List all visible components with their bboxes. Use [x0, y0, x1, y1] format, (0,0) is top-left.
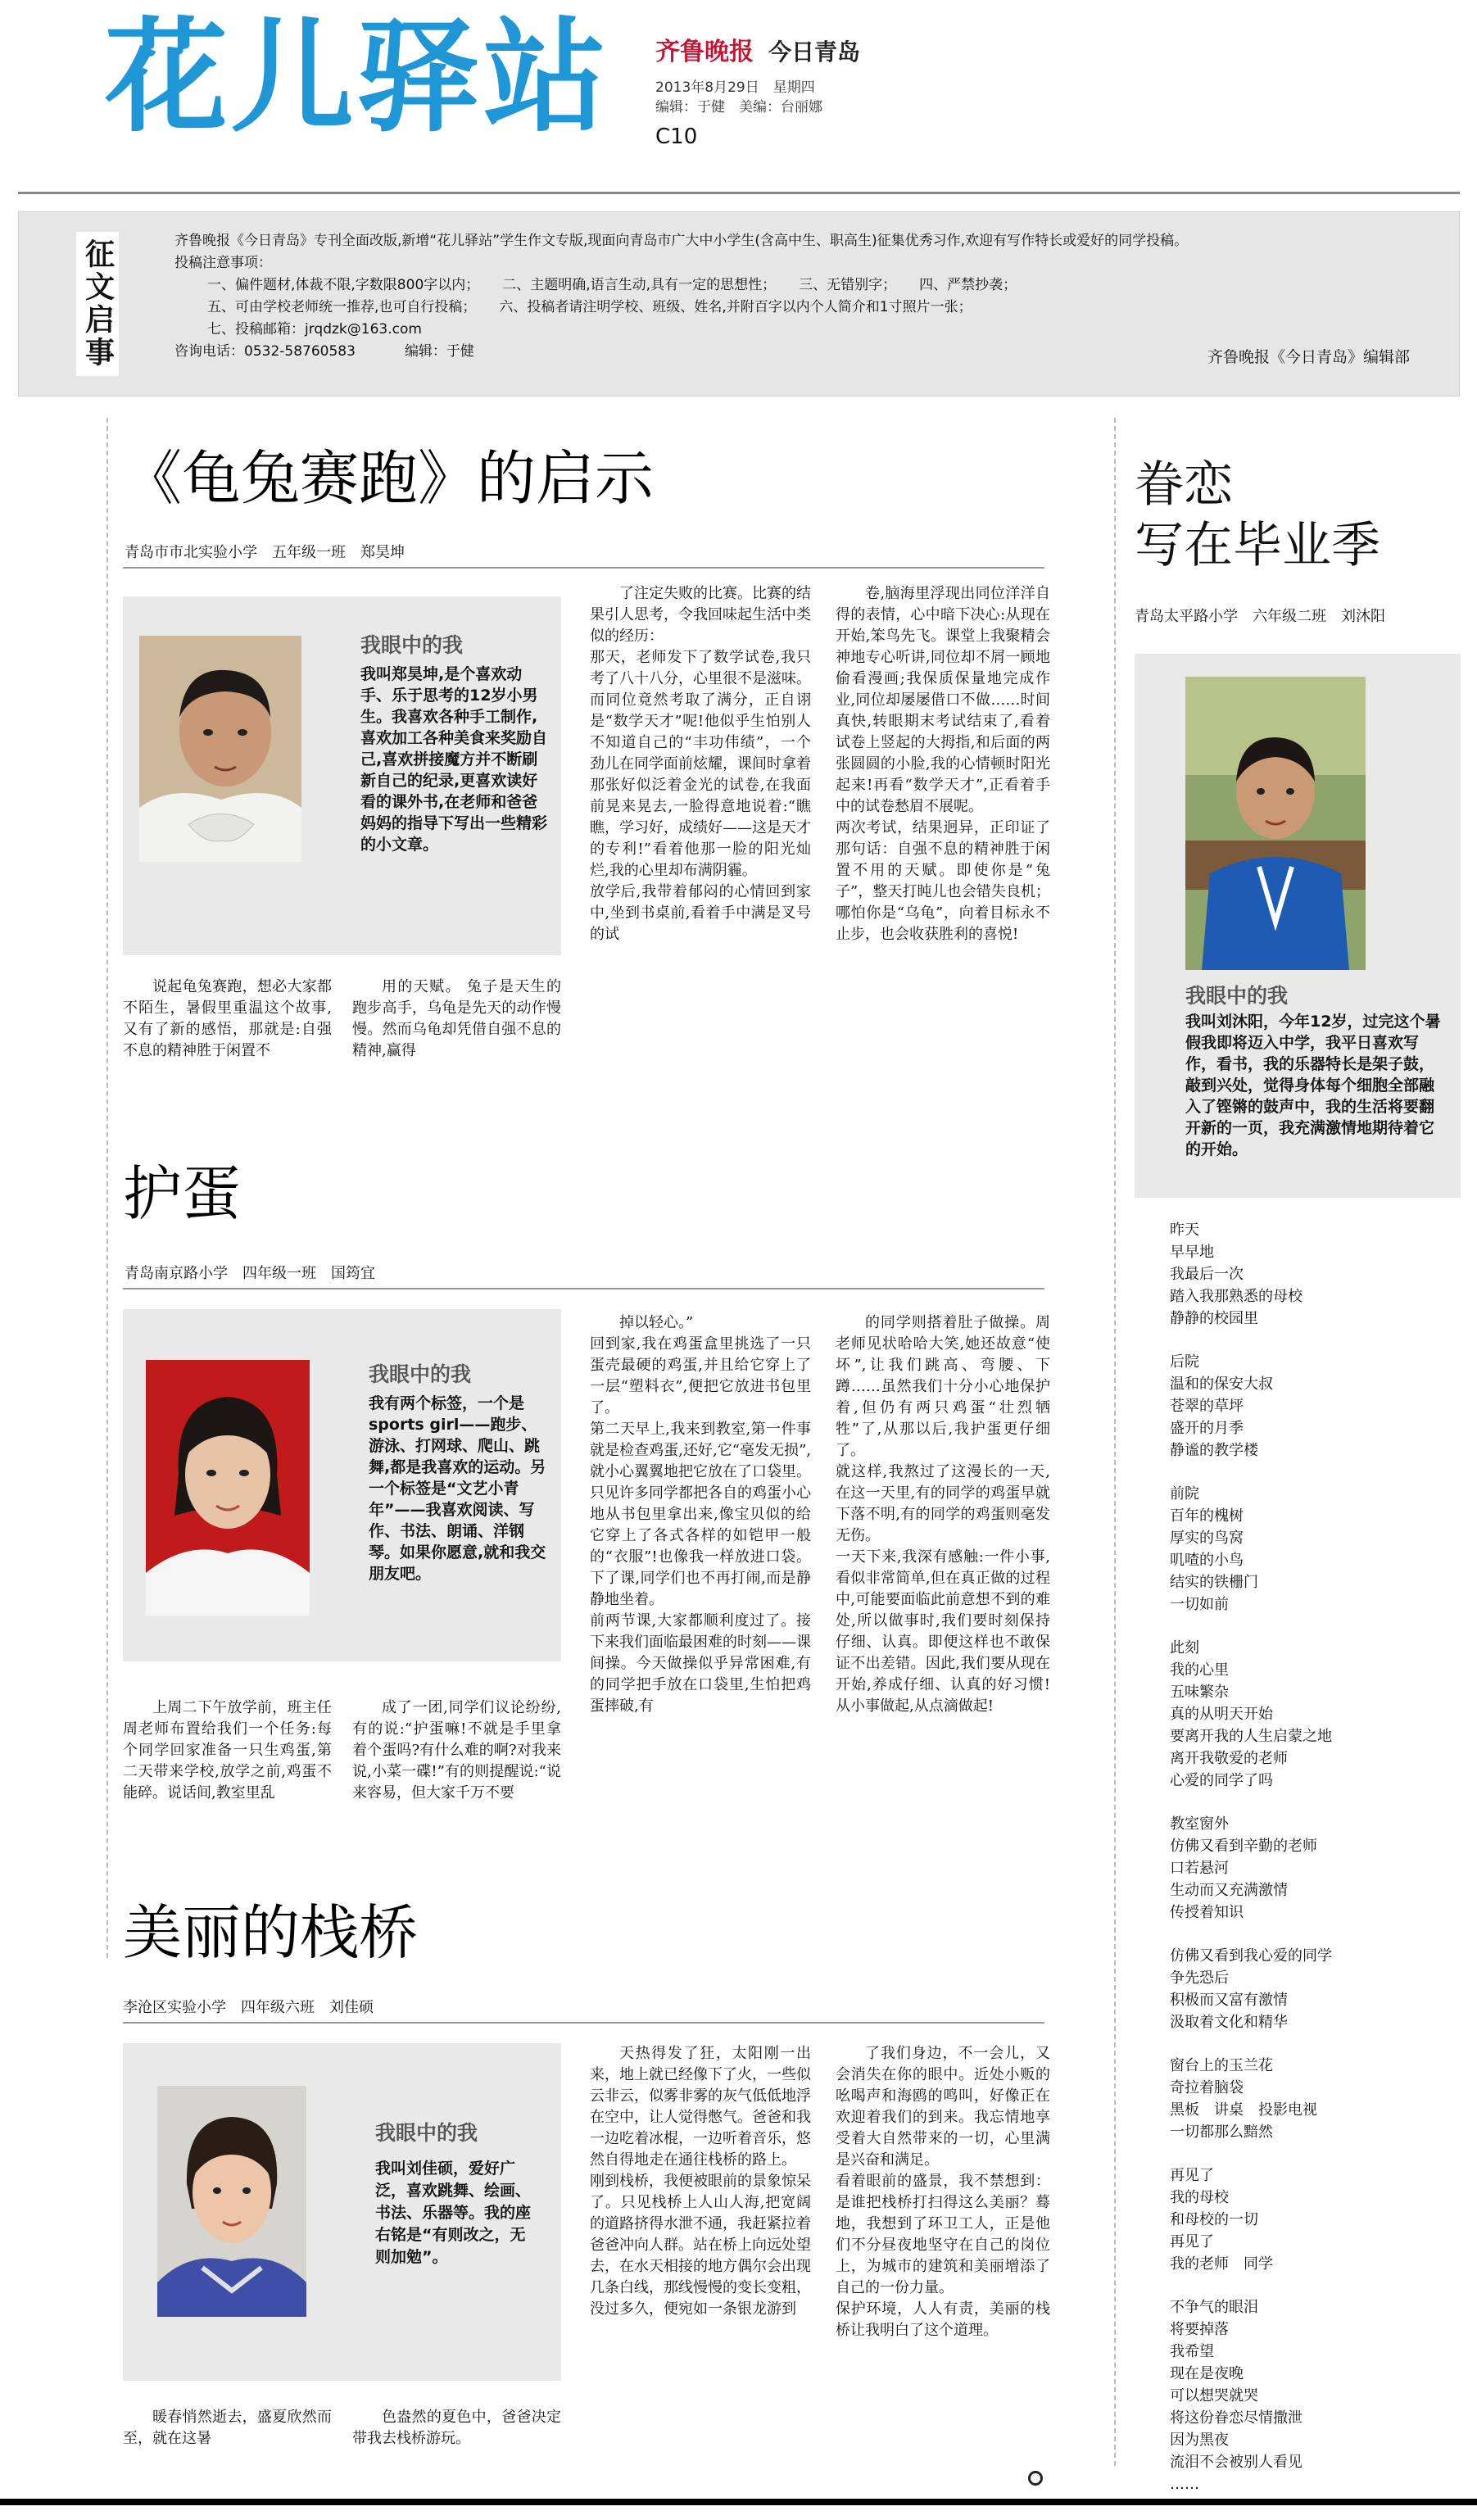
author-intro: 我叫郑昊坤,是个喜欢动手、乐于思考的12岁小男生。我喜欢各种手工制作,喜欢加工各种美食来奖励自己,喜欢拼接魔方并不断刷新自己的纪录,更喜欢读好看的课外书,在老师和爸爸妈妈的指导下写出一些精彩的小文章。 — [360, 665, 548, 854]
newspaper-brand — [655, 31, 860, 67]
brand-subtitle: 今日青岛 — [768, 39, 861, 66]
poem-line: 积极而又富有激情 — [1170, 1992, 1288, 2009]
boy-portrait-icon — [1185, 677, 1366, 970]
poem-stanza — [1170, 1945, 1332, 2033]
poem-title-line: 写在毕业季 — [1135, 517, 1380, 574]
rules-row-3 — [174, 319, 1428, 341]
poem-line: 不争气的眼泪 — [1170, 2299, 1258, 2316]
poem-line: 黑板 讲桌 投影电视 — [1170, 2101, 1317, 2119]
notice-label: 征文启事 — [76, 232, 119, 376]
poem-line: 我的老师 同学 — [1170, 2255, 1273, 2273]
poem-line: …… — [1170, 2476, 1199, 2493]
article-column: 天热得发了狂，太阳刚一出来，地上就已经像下了火，一些似云非云，似雾非雾的灰气低低地浮在空中，让人觉得憋气。爸爸和我一边吃着冰棍，一边听着音乐，悠然自得地走在通往栈桥的路上。 刚到栈桥，我便被眼前的景象惊呆了。只见栈桥上人山人海,把宽阔的道路挤得水泄不通，我赶紧拉着爸爸冲向人群。站在桥上向远处望去，在水天相接的地方偶尔会出现几条白线，那线慢慢的变长变粗，没过多久，便宛如一条银龙游到 — [590, 2045, 811, 2318]
poem-stanza — [1170, 1351, 1332, 1462]
poem-line: 百年的槐树 — [1170, 1507, 1244, 1525]
article-title: 《龟兔赛跑》的启示 — [123, 444, 655, 513]
poem-stanza — [1170, 1813, 1332, 1924]
poem-stanza — [1170, 2296, 1332, 2495]
poem-line: 一切都那么黯然 — [1170, 2123, 1273, 2141]
poem-line: 口若悬河 — [1170, 1860, 1229, 1877]
intro-label: 我眼中的我 — [360, 633, 464, 657]
rules-row-2 — [174, 297, 1428, 319]
poem-line: 争先恐后 — [1170, 1969, 1229, 1987]
poem-line: 静谧的教学楼 — [1170, 1442, 1258, 1459]
article-column: 卷,脑海里浮现出同位洋洋自得的表情，心中暗下决心:从现在开始,笨鸟先飞。课堂上我聚精会神地专心听讲,同位却不屑一顾地偷看漫画;我保质保量地完成作业,同位却屡屡借口不做……时间真快,转眼期末考试结束了,看着试卷上竖起的大拇指,和后面的两张圆圆的小脸,我的心情顿时阳光起来!再看“数学天才”,正看着手中的试卷愁眉不展呢。 两次考试，结果迥异，正印证了那句话：自强不息的精神胜于闲置不用的天赋。即使你是“兔子”，整天打盹儿也会错失良机；哪怕你是“乌龟”，向着目标永不止步，也会收获胜利的喜悦! — [836, 585, 1050, 943]
article-column: 掉以轻心。” 回到家,我在鸡蛋盒里挑选了一只蛋壳最硬的鸡蛋,并且给它穿上了一层“塑料衣”,便把它放进书包里了。 第二天早上,我来到教室,第一件事就是检查鸡蛋,还好,它“毫发无损”,就小心翼翼地把它放在了口袋里。只见许多同学都把各自的鸡蛋小心地从书包里拿出来,像宝贝似的给它穿上了各式各样的如铠甲一般的“衣服”!也像我一样放进口袋。下了课,同学们也不再打闹,而是静静地坐着。 前两节课,大家都顺利度过了。接下来我们面临最困难的时刻——课间操。今天做操似乎异常困难,有的同学把手放在口袋里,生怕把鸡蛋摔破,有 — [590, 1314, 811, 1715]
author-photo — [139, 636, 301, 862]
article-title: 美丽的栈桥 — [123, 1898, 419, 1967]
poem-line: 再见了 — [1170, 2167, 1214, 2184]
title-rule — [123, 2022, 1044, 2024]
poem-title-line: 眷恋 — [1135, 456, 1233, 514]
poem-line: 奇拉着脑袋 — [1170, 2079, 1244, 2096]
poem-line: 窗台上的玉兰花 — [1170, 2057, 1273, 2074]
rule: 四、严禁抄袭； — [919, 277, 1017, 293]
poem-stanza — [1170, 1637, 1332, 1792]
poem-line: 要离开我的人生启蒙之地 — [1170, 1728, 1332, 1745]
editor-line: 编辑：于健 美编：台丽娜 — [655, 99, 822, 116]
poem-line: 五味繁杂 — [1170, 1684, 1229, 1701]
poem-body — [1170, 1219, 1332, 2517]
article-column: 色盎然的夏色中，爸爸决定带我去栈桥游玩。 — [352, 2409, 561, 2447]
article-title: 护蛋 — [123, 1159, 242, 1228]
poem-line: 生动而又充满激情 — [1170, 1882, 1288, 1899]
poem-line: 将这份眷恋尽情撒泄 — [1170, 2409, 1303, 2427]
intro-label: 我眼中的我 — [369, 1362, 472, 1386]
author-intro-box — [123, 1309, 561, 1661]
page-number: C10 — [655, 125, 698, 149]
top-rule — [18, 192, 1460, 194]
notice-intro: 齐鲁晚报《今日青岛》专刊全面改版,新增“花儿驿站”学生作文专版,现面向青岛市广大中小学生(含高中生、职高生)征集优秀习作,欢迎有写作特长或爱好的同学投稿。 — [174, 233, 1189, 249]
article-column: 成了一团,同学们议论纷纷,有的说:“护蛋嘛!不就是手里拿着个蛋吗?有什么难的啊?对我来说,小菜一碟!”有的则提醒说:“说来容易，但大家千万不要 — [352, 1699, 561, 1802]
title-rule — [123, 567, 1044, 569]
left-dashed-margin — [106, 418, 108, 1958]
author-intro: 我叫刘佳硕，爱好广泛，喜欢跳舞、绘画、书法、乐器等。我的座右铭是“有则改之，无则加勉”。 — [375, 2160, 532, 2266]
poem-line: 前院 — [1170, 1485, 1199, 1502]
poem-line: 传授着知识 — [1170, 1904, 1244, 1921]
rule: 三、无错别字； — [799, 277, 897, 293]
author-intro: 我有两个标签，一个是sports girl——跑步、游泳、打网球、爬山、跳舞,都是我喜欢的运动。另一个标签是“文艺小青年”——我喜欢阅读、写作、书法、朗诵、洋钢琴。如果你愿意,就和我交朋友吧。 — [369, 1394, 546, 1583]
poem-stanza — [1170, 1219, 1332, 1330]
article-column: 的同学则搭着肚子做操。周老师见状哈哈大笑,她还故意“使坏”,让我们跳高、弯腰、下蹲……虽然我们十分小心地保护着,但仍有两只鸡蛋“壮烈牺牲”了,从那以后,我护蛋更仔细了。 就这样,我熬过了这漫长的一天,在这一天里,有的同学的鸡蛋早就下落不明,有的同学的鸡蛋则毫发无伤。 一天下来,我深有感触:一件小事,看似非常简单,但在真正做的过程中,可能要面临此前意想不到的难处,所以做事时,我们要时刻保持仔细、认真。即便这样也不敢保证不出差错。因此,我们要从现在开始,养成仔细、认真的好习惯!从小事做起,从点滴做起! — [836, 1314, 1050, 1715]
notice-signature: 齐鲁晚报《今日青岛》编辑部 — [1207, 348, 1410, 366]
poem-line: 将要掉落 — [1170, 2321, 1229, 2338]
poem-line: 盛开的月季 — [1170, 1420, 1244, 1437]
phone: 咨询电话：0532-58760583 — [174, 343, 356, 360]
notice-editor: 编辑：于健 — [404, 343, 474, 360]
poem-line: 仿佛又看到我心爱的同学 — [1170, 1947, 1332, 1965]
poem-line: 我的母校 — [1170, 2189, 1229, 2206]
poem-line: 流泪不会被别人看见 — [1170, 2454, 1303, 2471]
poem-line: 心爱的同学了吗 — [1170, 1772, 1273, 1789]
poem-line: 再见了 — [1170, 2233, 1214, 2250]
article-column: 说起龟兔赛跑，想必大家都不陌生，暑假里重温这个故事,又有了新的感悟，那就是:自强不息的精神胜于闲置不 — [123, 978, 332, 1059]
rule: 二、主题明确,语言生动,具有一定的思想性； — [502, 277, 777, 293]
poem-line: 汲取着文化和精华 — [1170, 2014, 1288, 2031]
poem-line: 厚实的鸟窝 — [1170, 1530, 1244, 1547]
poem-line: 早早地 — [1170, 1244, 1214, 1261]
poem-line: 此刻 — [1170, 1639, 1199, 1657]
poem-stanza — [1170, 2055, 1332, 2143]
poem-line: 现在是夜晚 — [1170, 2365, 1244, 2382]
poem-line: 静静的校园里 — [1170, 1310, 1258, 1327]
article-column: 用的天赋。 兔子是天生的跑步高手，乌龟是先天的动作慢慢。然而乌龟却凭借自强不息的精神,赢得 — [352, 978, 561, 1059]
poem-line: 可以想哭就哭 — [1170, 2387, 1258, 2404]
poem-line: 后院 — [1170, 1353, 1199, 1371]
poem-line: 结实的铁栅门 — [1170, 1574, 1258, 1591]
article-byline: 青岛市市北实验小学 五年级一班 郑昊坤 — [125, 544, 405, 561]
poem-line: 叽喳的小鸟 — [1170, 1552, 1244, 1569]
poem-line: 因为黑夜 — [1170, 2432, 1229, 2449]
author-photo — [1185, 677, 1366, 970]
poem-line: 真的从明天开始 — [1170, 1706, 1273, 1723]
notice-body — [174, 230, 1428, 363]
rule: 一、偏件题材,体裁不限,字数限800字以内； — [207, 277, 480, 293]
article-column: 上周二下午放学前，班主任周老师布置给我们一个任务:每个同学回家准备一只生鸡蛋,第二天带来学校,放学之前,鸡蛋不能碎。说话间,教室里乱 — [123, 1699, 332, 1802]
bottom-rule — [0, 2499, 1477, 2505]
boy-portrait-icon — [139, 636, 301, 862]
article-byline: 李沧区实验小学 四年级六班 刘佳硕 — [123, 1999, 374, 2016]
author-intro: 我叫刘沐阳，今年12岁，过完这个暑假我即将迈入中学，我平日喜欢写作，看书，我的乐器特长是架子鼓，敲到兴处，觉得身体每个细胞全部融入了铿锵的鼓声中，我的生活将要翻开新的一页，我充满激情地期待着它的开始。 — [1185, 1013, 1441, 1158]
poem-stanza — [1170, 1483, 1332, 1616]
call-for-submissions — [18, 211, 1460, 397]
author-intro-box — [1135, 654, 1461, 1198]
masthead-title: 花儿驿站 — [105, 7, 610, 149]
girl-portrait-icon — [157, 2086, 306, 2317]
article-column: 暖春悄然逝去，盛夏欣然而至，就在这暑 — [123, 2409, 332, 2447]
brand-name: 齐鲁晚报 — [655, 38, 754, 66]
date-line: 2013年8月29日 星期四 — [655, 79, 815, 96]
article-column: 了注定失败的比赛。比赛的结果引人思考，令我回味起生活中类似的经历： 那天，老师发下了数学试卷,我只考了八十八分，心里很不是滋味。而同位竟然考取了满分，正自诩是“数学天才”呢!他似乎生怕别人不知道自己的“丰功伟绩”，一个劲儿在同学面前炫耀，课间时拿着那张好似泛着金光的试卷,在我面前晃来晃去,一脸得意地说着:“瞧瞧，学习好，成绩好——这是天才的专利!”看着他那一脸的阳光灿烂,我的心里却布满阴霾。 放学后,我带着郁闷的心情回到家中,坐到书桌前,看着手中满是叉号的试 — [590, 585, 811, 943]
poem-line: 离开我敬爱的老师 — [1170, 1750, 1288, 1767]
author-photo — [146, 1360, 310, 1616]
sidebar-divider — [1114, 418, 1116, 2466]
page-mark-icon — [1028, 2471, 1043, 2486]
rule: 六、投稿者请注明学校、班级、姓名,并附百字以内个人简介和1寸照片一张； — [499, 299, 972, 315]
poem-line: 我的心里 — [1170, 1661, 1229, 1679]
poem-line: 踏入我那熟悉的母校 — [1170, 1288, 1303, 1305]
poem-line: 温和的保安大叔 — [1170, 1376, 1273, 1393]
poem-byline: 青岛太平路小学 六年级二班 刘沐阳 — [1135, 608, 1385, 625]
rules-heading: 投稿注意事项： — [174, 255, 272, 271]
girl-portrait-icon — [146, 1360, 310, 1616]
rules-row-1 — [174, 274, 1428, 297]
author-intro-box — [123, 2043, 561, 2381]
poem-line: 苍翠的草坪 — [1170, 1398, 1244, 1415]
intro-label: 我眼中的我 — [375, 2121, 478, 2145]
rule: 五、可由学校老师统一推荐,也可自行投稿； — [207, 299, 477, 315]
intro-label: 我眼中的我 — [1185, 984, 1289, 1008]
poem-line: 教室窗外 — [1170, 1815, 1229, 1833]
poem-line: 一切如前 — [1170, 1596, 1229, 1613]
author-photo — [157, 2086, 306, 2317]
author-intro-box — [123, 596, 561, 955]
title-rule — [123, 1288, 1044, 1289]
article-column: 了我们身边，不一会儿，又会消失在你的眼中。近处小贩的吆喝声和海鸥的鸣叫，好像正在欢迎着我们的到来。我忘情地享受着大自然带来的一切，心里满是兴奋和满足。 看着眼前的盛景，我不禁想到：是谁把栈桥打扫得这么美丽？蓦地，我想到了环卫工人，正是他们不分昼夜地坚守在自己的岗位上，为城市的建筑和美丽增添了自己的一份力量。 保护环境，人人有责，美丽的栈桥让我明白了这个道理。 — [836, 2045, 1050, 2339]
poem-stanza — [1170, 2164, 1332, 2275]
rule: 七、投稿邮箱：jrqdzk@163.com — [207, 321, 422, 338]
poem-line: 我希望 — [1170, 2343, 1214, 2360]
poem-line: 仿佛又看到辛勤的老师 — [1170, 1838, 1317, 1855]
poem-line: 我最后一次 — [1170, 1266, 1244, 1283]
poem-line: 昨天 — [1170, 1221, 1199, 1239]
poem-line: 和母校的一切 — [1170, 2211, 1258, 2228]
poem-title — [1135, 455, 1380, 576]
article-byline: 青岛南京路小学 四年级一班 国筠宜 — [125, 1265, 375, 1282]
